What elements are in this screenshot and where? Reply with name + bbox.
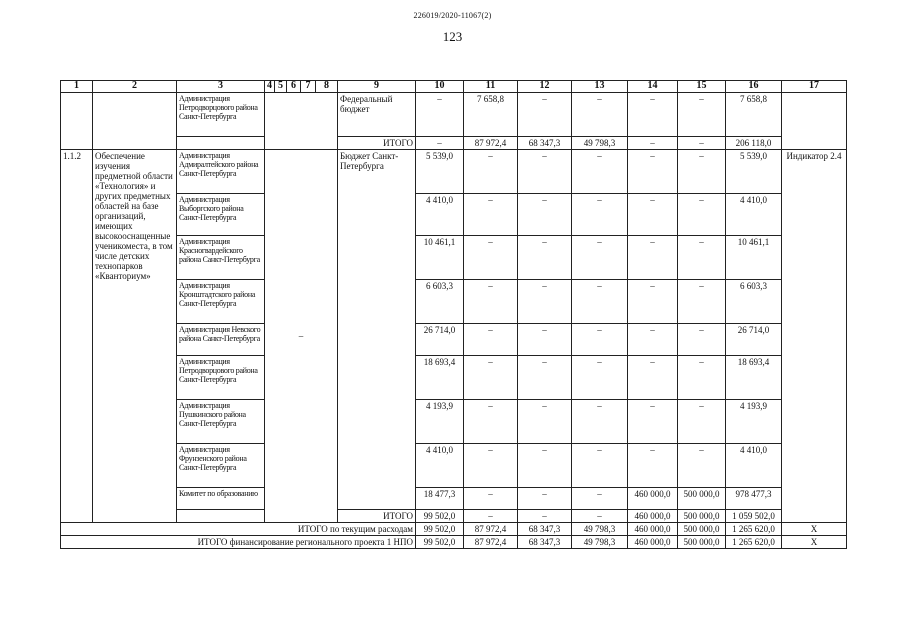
value-cell: – bbox=[464, 324, 518, 356]
value-cell: – bbox=[678, 400, 726, 444]
value-cell: – bbox=[678, 444, 726, 488]
executor-cell: Администрация Пушкинского района Санкт-Петербурга bbox=[177, 400, 265, 444]
col-header: 5 bbox=[275, 81, 287, 93]
value-cell: – bbox=[464, 444, 518, 488]
value-cell: 10 461,1 bbox=[416, 236, 464, 280]
value-cell: 4 410,0 bbox=[726, 444, 782, 488]
value-cell: – bbox=[416, 137, 464, 150]
value-cell: – bbox=[464, 488, 518, 510]
value-cell: 978 477,3 bbox=[726, 488, 782, 510]
value-cell: 68 347,3 bbox=[518, 137, 572, 150]
table-row bbox=[61, 280, 847, 324]
value-cell: – bbox=[464, 400, 518, 444]
value-cell: – bbox=[464, 150, 518, 194]
value-cell: – bbox=[518, 150, 572, 194]
document-id: 226019/2020-11067(2) bbox=[413, 11, 492, 20]
executor-cell: Администрация Кронштадтского района Санкт-Петербурга bbox=[177, 280, 265, 324]
executor-cell: Администрация Выборгского района Санкт-Петербурга bbox=[177, 194, 265, 236]
value-cell: 4 193,9 bbox=[726, 400, 782, 444]
col-header: 16 bbox=[726, 81, 782, 93]
value-cell: – bbox=[518, 400, 572, 444]
source-cell: Бюджет Санкт-Петербурга bbox=[338, 150, 416, 510]
executor-cell: Администрация Петродворцового района Санкт-Петербурга bbox=[177, 356, 265, 400]
value-cell: – bbox=[464, 236, 518, 280]
value-cell: 500 000,0 bbox=[678, 523, 726, 536]
value-cell: 99 502,0 bbox=[416, 523, 464, 536]
value-cell: – bbox=[628, 280, 678, 324]
value-cell: 49 798,3 bbox=[572, 137, 628, 150]
value-cell: 99 502,0 bbox=[416, 510, 464, 523]
value-cell: – bbox=[628, 356, 678, 400]
table-row bbox=[61, 236, 847, 280]
value-cell: 460 000,0 bbox=[628, 488, 678, 510]
value-cell: – bbox=[572, 93, 628, 137]
value-cell: 5 539,0 bbox=[726, 150, 782, 194]
col-header: 3 bbox=[177, 81, 265, 93]
col-header: 17 bbox=[782, 81, 847, 93]
total-label: ИТОГО bbox=[338, 137, 416, 150]
value-cell: 460 000,0 bbox=[628, 510, 678, 523]
value-cell: 500 000,0 bbox=[678, 536, 726, 549]
table-row bbox=[61, 488, 847, 510]
table-row bbox=[61, 93, 847, 137]
grand-total-row bbox=[61, 536, 847, 549]
col-header: 4 bbox=[265, 81, 275, 93]
value-cell: – bbox=[628, 150, 678, 194]
value-cell: – bbox=[518, 444, 572, 488]
value-cell: – bbox=[678, 137, 726, 150]
value-cell: 18 693,4 bbox=[726, 356, 782, 400]
value-cell: 7 658,8 bbox=[464, 93, 518, 137]
total-row bbox=[61, 510, 847, 523]
value-cell: 68 347,3 bbox=[518, 523, 572, 536]
col-header: 14 bbox=[628, 81, 678, 93]
table-row bbox=[61, 444, 847, 488]
value-cell: – bbox=[464, 356, 518, 400]
value-cell: – bbox=[572, 280, 628, 324]
executor-cell: Комитет по образованию bbox=[177, 488, 265, 510]
value-cell: – bbox=[572, 324, 628, 356]
section-name: Обеспечение изучения предметной области «Технология» и других предметных областей на базе организаций, имеющих высокооснащенные ученикоместа, в том числе детских технопарков «Кванториум» bbox=[93, 150, 177, 523]
dash-cell: – bbox=[265, 150, 338, 523]
value-cell: 500 000,0 bbox=[678, 510, 726, 523]
col-header: 15 bbox=[678, 81, 726, 93]
value-cell: – bbox=[572, 356, 628, 400]
value-cell: – bbox=[518, 194, 572, 236]
executor-cell: Администрация Фрунзенского района Санкт-Петербурга bbox=[177, 444, 265, 488]
value-cell: – bbox=[572, 194, 628, 236]
col-header: 6 bbox=[287, 81, 301, 93]
value-cell: 7 658,8 bbox=[726, 93, 782, 137]
table-row bbox=[61, 324, 847, 356]
col-header: 10 bbox=[416, 81, 464, 93]
value-cell: – bbox=[572, 400, 628, 444]
table-row bbox=[61, 150, 847, 194]
value-cell: – bbox=[572, 444, 628, 488]
section-number: 1.1.2 bbox=[61, 150, 93, 523]
x-mark: Х bbox=[782, 536, 847, 549]
value-cell: 18 477,3 bbox=[416, 488, 464, 510]
col-header: 2 bbox=[93, 81, 177, 93]
column-number-row bbox=[61, 81, 847, 93]
value-cell: – bbox=[518, 93, 572, 137]
x-mark: Х bbox=[782, 523, 847, 536]
value-cell: – bbox=[518, 280, 572, 324]
value-cell: – bbox=[628, 194, 678, 236]
table-row bbox=[61, 356, 847, 400]
cell bbox=[93, 93, 177, 150]
col-header: 9 bbox=[338, 81, 416, 93]
value-cell: – bbox=[464, 194, 518, 236]
col-header: 7 bbox=[301, 81, 316, 93]
cell bbox=[177, 137, 265, 150]
value-cell: 49 798,3 bbox=[572, 523, 628, 536]
value-cell: – bbox=[518, 356, 572, 400]
value-cell: – bbox=[572, 510, 628, 523]
value-cell: 49 798,3 bbox=[572, 536, 628, 549]
value-cell: – bbox=[518, 324, 572, 356]
value-cell: – bbox=[678, 324, 726, 356]
value-cell: 4 410,0 bbox=[726, 194, 782, 236]
value-cell: – bbox=[628, 236, 678, 280]
value-cell: – bbox=[678, 356, 726, 400]
executor-cell: Администрация Адмиралтейского района Санкт-Петербурга bbox=[177, 150, 265, 194]
value-cell: 1 265 620,0 bbox=[726, 523, 782, 536]
value-cell: – bbox=[518, 510, 572, 523]
value-cell: – bbox=[572, 488, 628, 510]
total-label: ИТОГО финансирование регионального проекта 1 НПО bbox=[61, 536, 416, 549]
table-row bbox=[61, 194, 847, 236]
value-cell: 10 461,1 bbox=[726, 236, 782, 280]
total-row bbox=[61, 137, 847, 150]
value-cell: – bbox=[572, 150, 628, 194]
cell bbox=[61, 93, 93, 150]
value-cell: – bbox=[678, 194, 726, 236]
col-header: 13 bbox=[572, 81, 628, 93]
value-cell: 87 972,4 bbox=[464, 137, 518, 150]
financing-table bbox=[60, 80, 847, 549]
current-total-row bbox=[61, 523, 847, 536]
indicator-cell: Индикатор 2.4 bbox=[782, 150, 847, 523]
value-cell: – bbox=[628, 444, 678, 488]
col-header: 1 bbox=[61, 81, 93, 93]
value-cell: – bbox=[678, 236, 726, 280]
cell bbox=[177, 510, 265, 523]
value-cell: 6 603,3 bbox=[416, 280, 464, 324]
executor-cell: Администрация Невского района Санкт-Петербурга bbox=[177, 324, 265, 356]
value-cell: – bbox=[518, 236, 572, 280]
value-cell: – bbox=[464, 510, 518, 523]
value-cell: – bbox=[518, 488, 572, 510]
value-cell: 99 502,0 bbox=[416, 536, 464, 549]
executor-cell: Администрация Петродворцового района Санкт-Петербурга bbox=[177, 93, 265, 137]
value-cell: – bbox=[416, 93, 464, 137]
col-header: 12 bbox=[518, 81, 572, 93]
value-cell: 26 714,0 bbox=[416, 324, 464, 356]
value-cell: – bbox=[464, 280, 518, 324]
value-cell: 1 265 620,0 bbox=[726, 536, 782, 549]
source-cell: Федеральный бюджет bbox=[338, 93, 416, 137]
value-cell: 26 714,0 bbox=[726, 324, 782, 356]
value-cell: 460 000,0 bbox=[628, 536, 678, 549]
value-cell: – bbox=[572, 236, 628, 280]
value-cell: 68 347,3 bbox=[518, 536, 572, 549]
value-cell: – bbox=[628, 93, 678, 137]
value-cell: 4 410,0 bbox=[416, 194, 464, 236]
executor-cell: Администрация Красногвардейского района Санкт-Петербурга bbox=[177, 236, 265, 280]
total-label: ИТОГО bbox=[338, 510, 416, 523]
value-cell: 87 972,4 bbox=[464, 536, 518, 549]
table-row bbox=[61, 400, 847, 444]
value-cell: – bbox=[678, 150, 726, 194]
value-cell: 18 693,4 bbox=[416, 356, 464, 400]
value-cell: – bbox=[628, 400, 678, 444]
value-cell: 5 539,0 bbox=[416, 150, 464, 194]
value-cell: 500 000,0 bbox=[678, 488, 726, 510]
value-cell: 4 193,9 bbox=[416, 400, 464, 444]
value-cell: – bbox=[628, 137, 678, 150]
col-header: 8 bbox=[316, 81, 338, 93]
total-label: ИТОГО по текущим расходам bbox=[61, 523, 416, 536]
page-number: 123 bbox=[442, 29, 463, 44]
cell bbox=[265, 93, 338, 150]
value-cell: 460 000,0 bbox=[628, 523, 678, 536]
value-cell: – bbox=[628, 324, 678, 356]
value-cell: 4 410,0 bbox=[416, 444, 464, 488]
value-cell: – bbox=[678, 280, 726, 324]
value-cell: 87 972,4 bbox=[464, 523, 518, 536]
value-cell: 6 603,3 bbox=[726, 280, 782, 324]
cell bbox=[782, 93, 847, 150]
value-cell: – bbox=[678, 93, 726, 137]
value-cell: 206 118,0 bbox=[726, 137, 782, 150]
value-cell: 1 059 502,0 bbox=[726, 510, 782, 523]
col-header: 11 bbox=[464, 81, 518, 93]
